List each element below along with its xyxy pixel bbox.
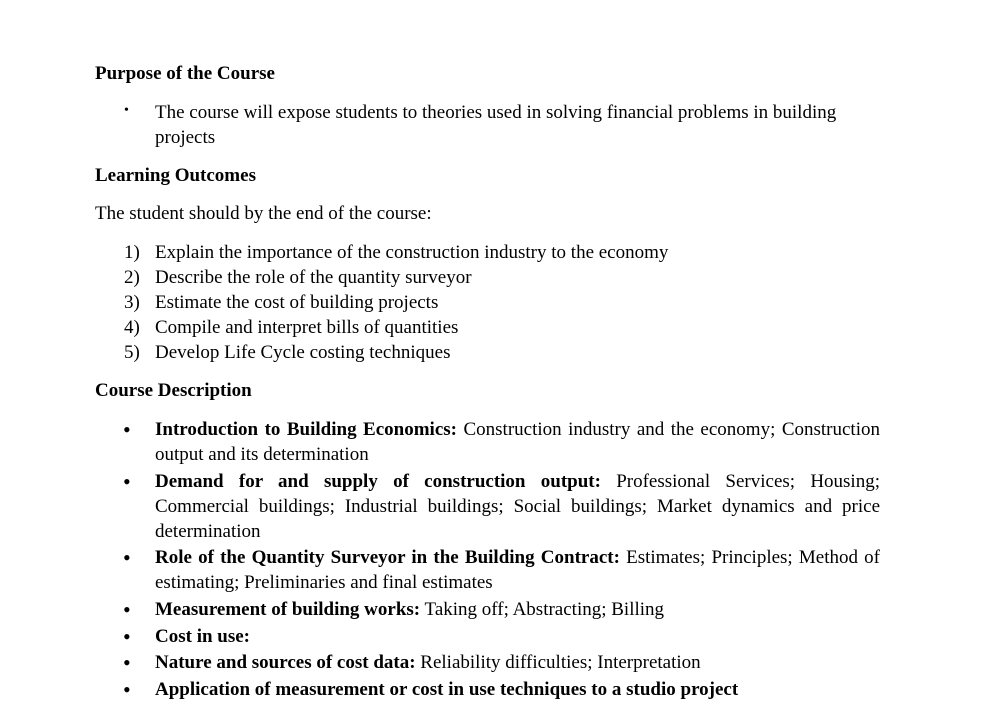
description-item-text: Construction industry and the economy; Construction output and its determination [155, 419, 880, 465]
outcomes-heading: Learning Outcomes [95, 165, 256, 186]
outcome-text: Estimate the cost of building projects [155, 292, 439, 313]
description-heading: Course Description [95, 380, 252, 401]
description-item [155, 597, 880, 622]
outcome-number: 4) [124, 317, 140, 338]
purpose-line-2: projects [155, 127, 216, 148]
description-item [155, 417, 880, 467]
outcome-text: Develop Life Cycle costing techniques [155, 342, 451, 363]
description-item-text: Professional Services; Housing; Commercial buildings; Industrial buildings; Social buildings; Market dynamics and price determination [155, 471, 880, 542]
bullet-icon: • [123, 624, 131, 649]
description-item-title: Introduction to Building Economics: [155, 419, 457, 440]
description-item [155, 650, 880, 675]
description-item-title: Cost in use: [155, 626, 251, 647]
bullet-icon: • [123, 650, 131, 675]
outcome-text: Describe the role of the quantity surveyor [155, 267, 472, 288]
outcome-number: 1) [124, 242, 140, 263]
purpose-heading: Purpose of the Course [95, 63, 275, 84]
outcome-number: 5) [124, 342, 140, 363]
bullet-icon: • [123, 597, 131, 622]
description-item-title: Demand for and supply of construction output: [155, 471, 601, 492]
outcome-number: 2) [124, 267, 140, 288]
description-item [155, 469, 880, 544]
outcome-number: 3) [124, 292, 140, 313]
outcomes-intro: The student should by the end of the course: [95, 203, 432, 224]
outcome-text: Compile and interpret bills of quantities [155, 317, 459, 338]
description-item-text: Estimates; Principles; Method of estimating; Preliminaries and final estimates [155, 547, 880, 593]
bullet-icon: • [123, 545, 131, 570]
bullet-icon: • [123, 469, 131, 494]
description-item-title: Application of measurement or cost in use techniques to a studio project [155, 679, 739, 700]
bullet-icon: • [123, 677, 131, 702]
bullet-icon: • [124, 103, 129, 118]
outcome-text: Explain the importance of the construction industry to the economy [155, 242, 669, 263]
description-item-title: Nature and sources of cost data: [155, 652, 416, 673]
description-item-title: Role of the Quantity Surveyor in the Building Contract: [155, 547, 620, 568]
purpose-line-1: The course will expose students to theories used in solving financial problems in building [155, 102, 837, 123]
description-item [155, 677, 880, 702]
description-item-title: Measurement of building works: [155, 599, 421, 620]
description-item [155, 624, 880, 649]
bullet-icon: • [123, 417, 131, 442]
description-item-text: Reliability difficulties; Interpretation [415, 652, 701, 673]
description-item [155, 545, 880, 595]
description-item-text: Taking off; Abstracting; Billing [420, 599, 665, 620]
